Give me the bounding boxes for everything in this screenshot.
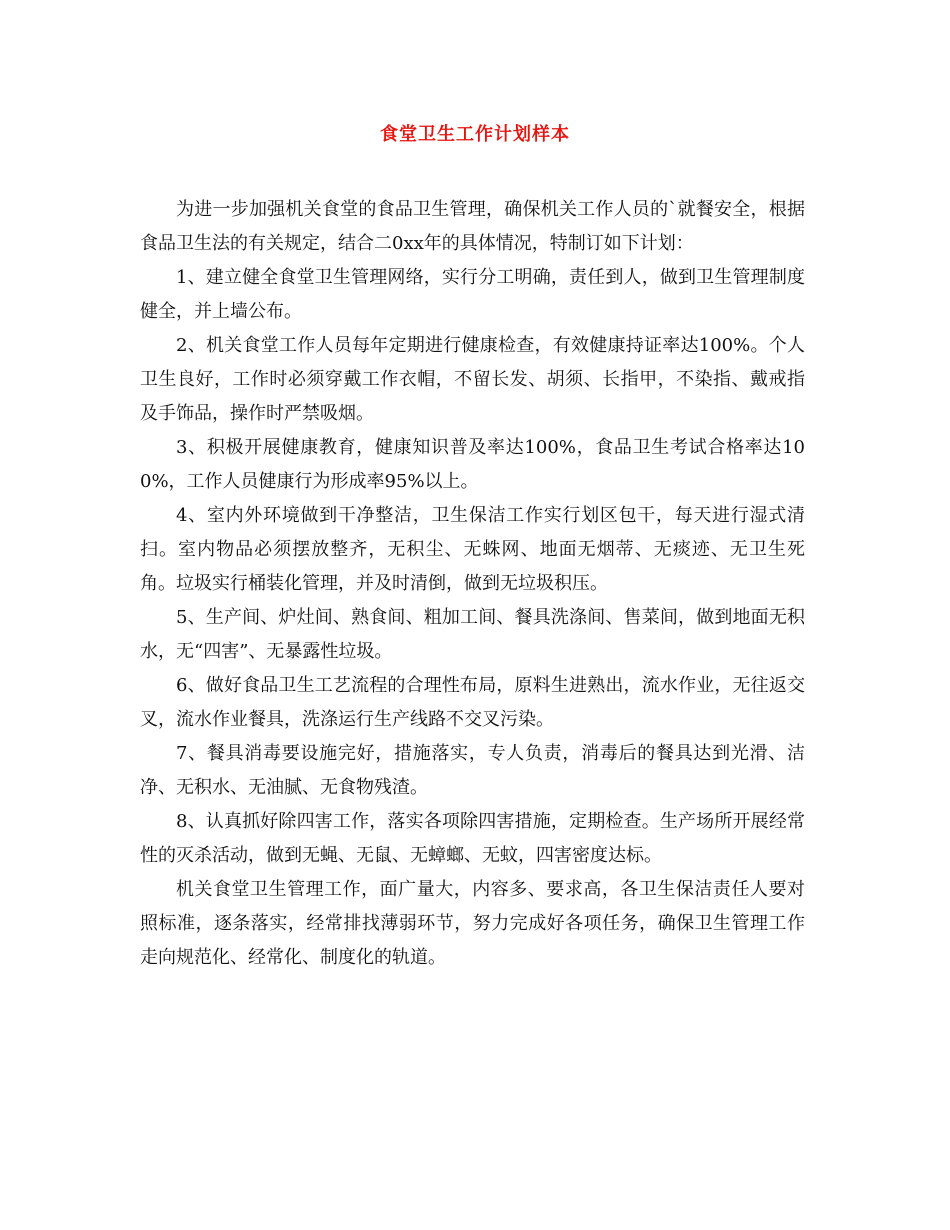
- closing-paragraph: 机关食堂卫生管理工作，面广量大，内容多、要求高，各卫生保洁责任人要对照标准，逐条落实，经常排找薄弱环节，努力完成好各项任务，确保卫生管理工作走向规范化、经常化、制度化的轨道。: [140, 879, 805, 968]
- intro-paragraph: 为进一步加强机关食堂的食品卫生管理，确保机关工作人员的`就餐安全，根据食品卫生法的有关规定，结合二0xx年的具体情况，特制订如下计划：: [140, 199, 805, 254]
- item-paragraph-2: 2、机关食堂工作人员每年定期进行健康检查，有效健康持证率达100%。个人卫生良好，工作时必须穿戴工作衣帽，不留长发、胡须、长指甲，不染指、戴戒指及手饰品，操作时严禁吸烟。: [140, 335, 805, 424]
- item-paragraph-7: 7、餐具消毒要设施完好，措施落实，专人负责，消毒后的餐具达到光滑、洁净、无积水、无油腻、无食物残渣。: [140, 743, 805, 798]
- item-paragraph-6: 6、做好食品卫生工艺流程的合理性布局，原料生进熟出，流水作业，无往返交叉，流水作业餐具，洗涤运行生产线路不交叉污染。: [140, 675, 805, 730]
- item-paragraph-3: 3、积极开展健康教育，健康知识普及率达100%，食品卫生考试合格率达100%，工作人员健康行为形成率95%以上。: [140, 437, 805, 492]
- item-paragraph-1: 1、建立健全食堂卫生管理网络，实行分工明确，责任到人，做到卫生管理制度健全，并上墙公布。: [140, 267, 805, 322]
- item-paragraph-5: 5、生产间、炉灶间、熟食间、粗加工间、餐具洗涤间、售菜间，做到地面无积水，无“四害”、无暴露性垃圾。: [140, 607, 805, 662]
- item-paragraph-4: 4、室内外环境做到干净整洁，卫生保洁工作实行划区包干，每天进行湿式清扫。室内物品必须摆放整齐，无积尘、无蛛网、地面无烟蒂、无痰迹、无卫生死角。垃圾实行桶装化管理，并及时清倒，做到无垃圾积压。: [140, 505, 805, 594]
- document-title: 食堂卫生工作计划样本: [380, 124, 570, 145]
- item-paragraph-8: 8、认真抓好除四害工作，落实各项除四害措施，定期检查。生产场所开展经常性的灭杀活动，做到无蝇、无鼠、无蟑螂、无蚊，四害密度达标。: [140, 811, 805, 866]
- document-body: [140, 193, 805, 975]
